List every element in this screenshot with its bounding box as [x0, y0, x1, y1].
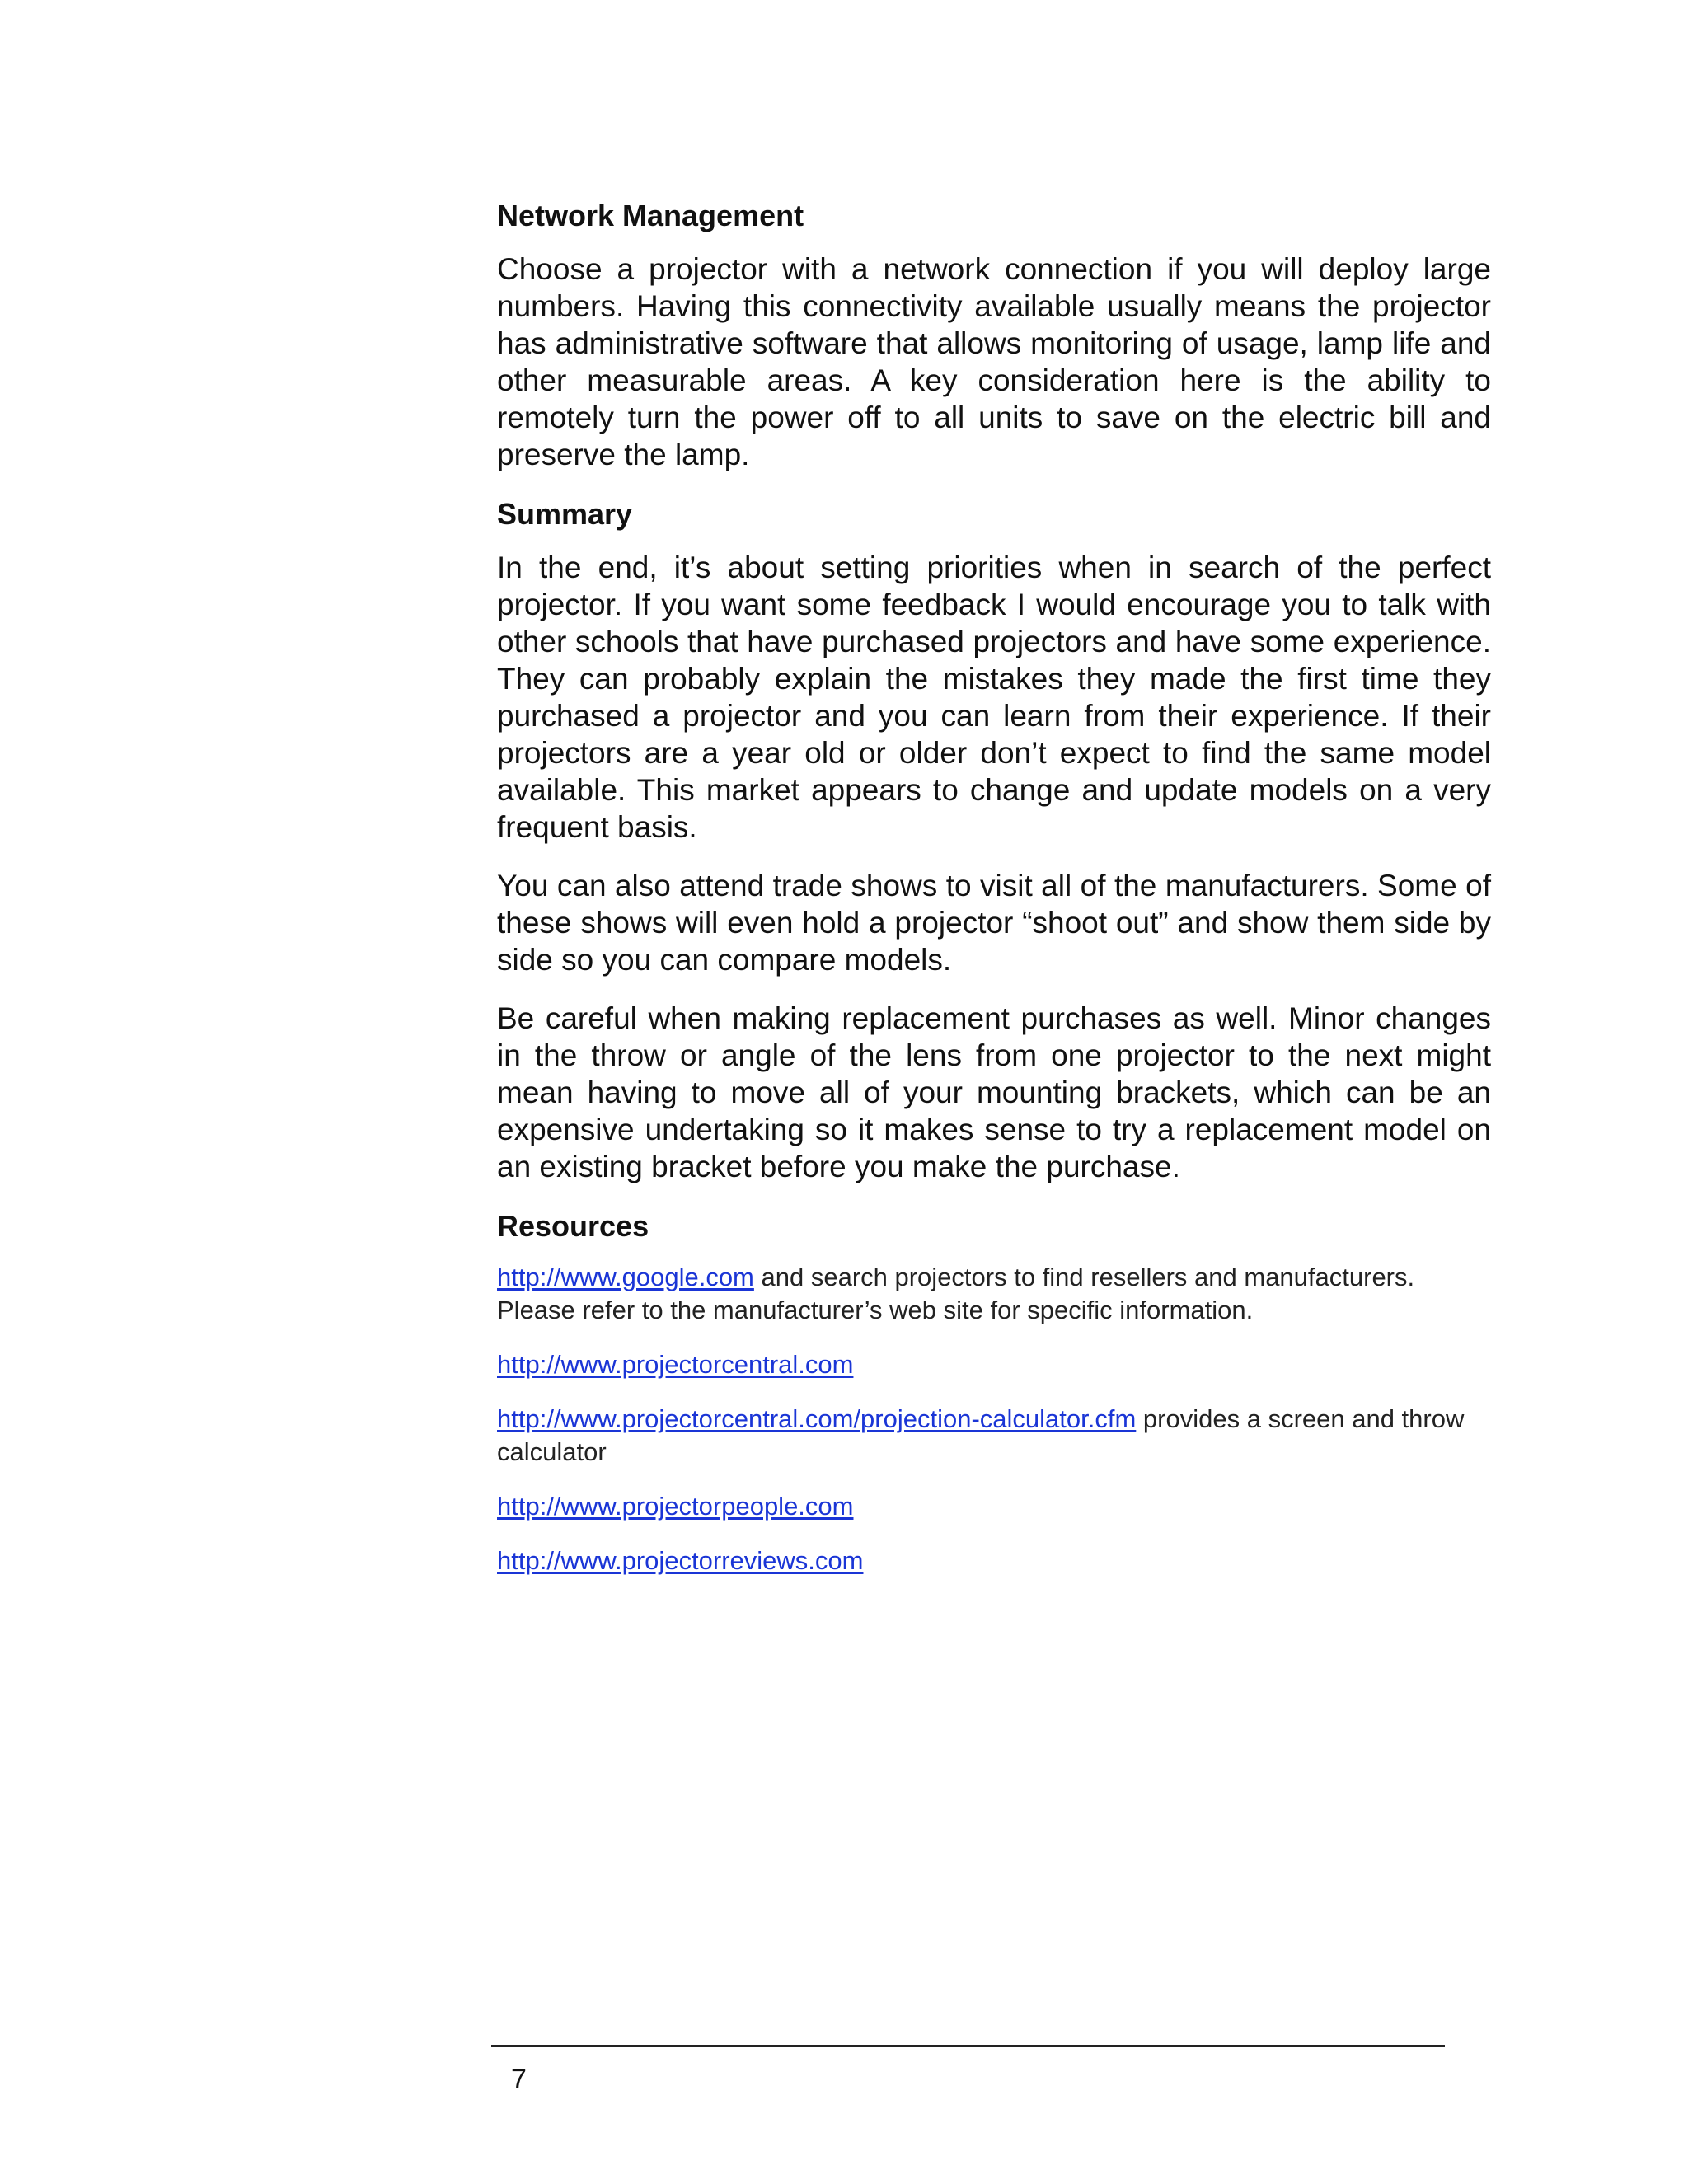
network-management-paragraph: Choose a projector with a network connection if you will deploy large numbers. Having this connectivity available usually means the projector has administrative software that allows monitoring of usage, lamp life and other measurable areas. A key consideration here is the ability to remotely turn the power off to all units to save on the electric bill and preserve the lamp. — [497, 252, 1491, 471]
google-description: and search projectors to find resellers and manufacturers. Please refer to the manufacturer’s web site for specific information. — [497, 1263, 1415, 1324]
resource-item-google — [497, 1261, 1491, 1327]
summary-heading: Summary — [497, 497, 633, 531]
summary-paragraph-1: In the end, it’s about setting priorities when in search of the perfect projector. If you want some feedback I would encourage you to talk with other schools that have purchased projectors and have some experience. They can probably explain the mistakes they made the first time they purchased a projector and you can learn from their experience. If their projectors are a year old or older don’t expect to find the same model available. This market appears to change and update models on a very frequent basis. — [497, 551, 1491, 844]
summary-paragraph-3: Be careful when making replacement purchases as well. Minor changes in the throw or angle of the lens from one projector to the next might mean having to move all of your mounting brackets, which can be an expensive undertaking so it makes sense to try a replacement model on an existing bracket before you make the purchase. — [497, 1001, 1491, 1183]
resources-list — [497, 1261, 1491, 1577]
resource-item-calculator — [497, 1403, 1491, 1469]
resources-heading: Resources — [497, 1209, 649, 1243]
resource-item-projectorcentral — [497, 1348, 1491, 1381]
resource-item-projectorreviews — [497, 1544, 1491, 1577]
summary-paragraph-2: You can also attend trade shows to visit all of the manufacturers. Some of these shows will even hold a projector “shoot out” and show them side by side so you can compare models. — [497, 869, 1491, 977]
projection-calculator-link[interactable]: http://www.projectorcentral.com/projection-calculator.cfm — [497, 1404, 1137, 1433]
page-number: 7 — [511, 2064, 527, 2095]
projectorpeople-link[interactable]: http://www.projectorpeople.com — [497, 1492, 854, 1521]
projectorcentral-link[interactable]: http://www.projectorcentral.com — [497, 1350, 854, 1379]
google-link[interactable]: http://www.google.com — [497, 1263, 754, 1291]
projectorreviews-link[interactable]: http://www.projectorreviews.com — [497, 1546, 864, 1575]
page-content — [497, 196, 1491, 1599]
calculator-description: provides a screen and throw calculator — [497, 1404, 1465, 1466]
footer-divider — [491, 2045, 1445, 2047]
resource-item-projectorpeople — [497, 1490, 1491, 1523]
network-management-heading: Network Management — [497, 199, 804, 232]
